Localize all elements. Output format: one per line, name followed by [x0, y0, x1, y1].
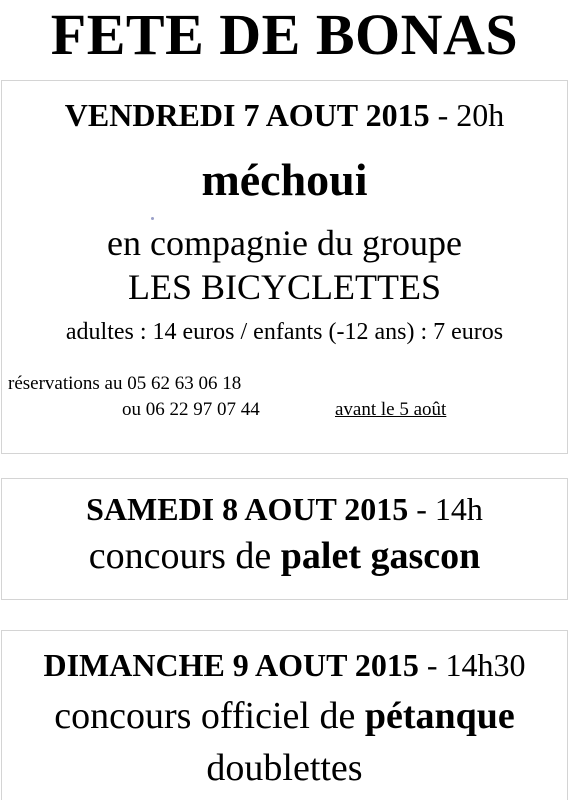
activity-prefix: concours de	[88, 535, 281, 577]
stray-dot	[151, 217, 154, 220]
reservation-phone-1: réservations au 05 62 63 06 18	[8, 373, 242, 394]
event-format: doublettes	[206, 747, 363, 789]
event-time: - 14h30	[418, 647, 526, 683]
band-name: LES BICYCLETTES	[128, 267, 441, 307]
event-activity	[2, 533, 567, 579]
event-date: VENDREDI 7 AOUT 2015	[64, 97, 430, 133]
event-date-line	[2, 95, 567, 135]
activity-name: palet gascon	[280, 535, 481, 577]
event-date: DIMANCHE 9 AOUT 2015	[43, 647, 419, 683]
event-sunday	[1, 630, 568, 800]
event-date-line	[2, 645, 567, 685]
event-date-line	[2, 489, 567, 529]
reservation-phone-2: ou 06 22 97 07 44	[122, 399, 260, 420]
event-headline: méchoui	[201, 154, 368, 205]
reservation-deadline: avant le 5 août	[335, 399, 447, 420]
event-description: en compagnie du groupe	[107, 223, 462, 263]
activity-name: pétanque	[364, 695, 515, 737]
event-time: - 14h	[408, 491, 483, 527]
event-saturday	[1, 478, 568, 600]
event-date: SAMEDI 8 AOUT 2015	[86, 491, 409, 527]
event-activity	[2, 693, 567, 739]
activity-prefix: concours officiel de	[54, 695, 365, 737]
event-friday	[1, 80, 568, 454]
poster-title: FETE DE BONAS	[50, 2, 519, 67]
price-info: adultes : 14 euros / enfants (-12 ans) : 7 euros	[65, 319, 504, 345]
event-time: - 20h	[429, 97, 505, 133]
